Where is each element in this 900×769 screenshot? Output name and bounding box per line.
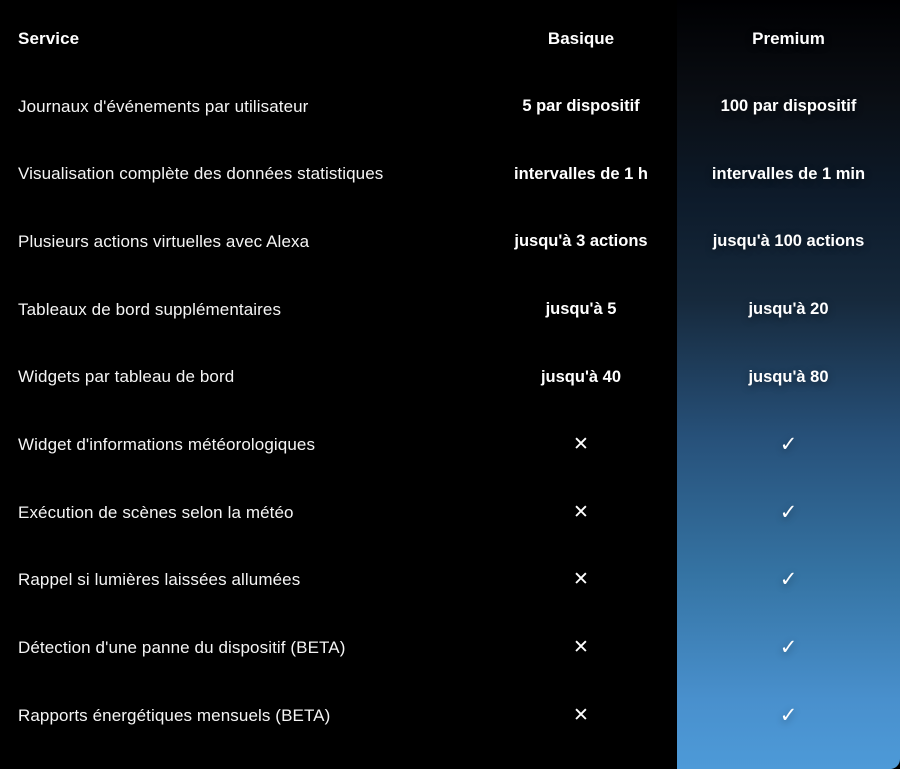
check-icon: ✓ bbox=[779, 432, 798, 456]
feature-label: Rappel si lumières laissées allumées bbox=[18, 570, 301, 590]
cross-icon: ✕ bbox=[573, 501, 589, 523]
cross-icon: ✕ bbox=[573, 704, 589, 726]
cross-icon: ✕ bbox=[573, 433, 589, 455]
premium-value: jusqu'à 100 actions bbox=[712, 232, 865, 251]
table-row bbox=[0, 614, 900, 682]
check-icon: ✓ bbox=[779, 703, 798, 727]
table-row bbox=[0, 682, 900, 750]
feature-label: Journaux d'événements par utilisateur bbox=[18, 96, 309, 116]
basique-value: jusqu'à 5 bbox=[545, 300, 617, 319]
table-row bbox=[0, 343, 900, 411]
feature-label: Widget d'informations météorologiques bbox=[18, 434, 316, 454]
feature-label: Détection d'une panne du dispositif (BETA) bbox=[18, 638, 346, 658]
basique-value: jusqu'à 3 actions bbox=[514, 232, 648, 251]
table-header-row bbox=[0, 5, 900, 73]
column-header-premium: Premium bbox=[752, 28, 825, 48]
premium-value: 100 par dispositif bbox=[720, 97, 857, 116]
feature-label: Plusieurs actions virtuelles avec Alexa bbox=[18, 231, 310, 251]
column-header-service: Service bbox=[18, 28, 80, 48]
feature-label: Tableaux de bord supplémentaires bbox=[18, 299, 282, 319]
table-row bbox=[0, 547, 900, 615]
table-row bbox=[0, 140, 900, 208]
check-icon: ✓ bbox=[779, 500, 798, 524]
table-row bbox=[0, 411, 900, 479]
table-row bbox=[0, 73, 900, 141]
basique-value: jusqu'à 40 bbox=[540, 367, 622, 386]
table-row bbox=[0, 276, 900, 344]
feature-label: Visualisation complète des données statistiques bbox=[18, 164, 384, 184]
cross-icon: ✕ bbox=[573, 637, 589, 659]
premium-value: jusqu'à 20 bbox=[748, 300, 829, 319]
table-row bbox=[0, 479, 900, 547]
premium-value: jusqu'à 80 bbox=[748, 367, 829, 386]
feature-label: Rapports énergétiques mensuels (BETA) bbox=[18, 705, 331, 725]
cross-icon: ✕ bbox=[573, 569, 589, 591]
column-header-basique: Basique bbox=[547, 28, 615, 48]
premium-value: intervalles de 1 min bbox=[711, 164, 866, 183]
check-icon: ✓ bbox=[779, 636, 798, 660]
basique-value: intervalles de 1 h bbox=[514, 164, 648, 183]
table-row bbox=[0, 208, 900, 276]
feature-label: Exécution de scènes selon la météo bbox=[18, 502, 294, 522]
check-icon: ✓ bbox=[779, 568, 798, 592]
basique-value: 5 par dispositif bbox=[522, 97, 640, 116]
feature-label: Widgets par tableau de bord bbox=[18, 367, 235, 387]
